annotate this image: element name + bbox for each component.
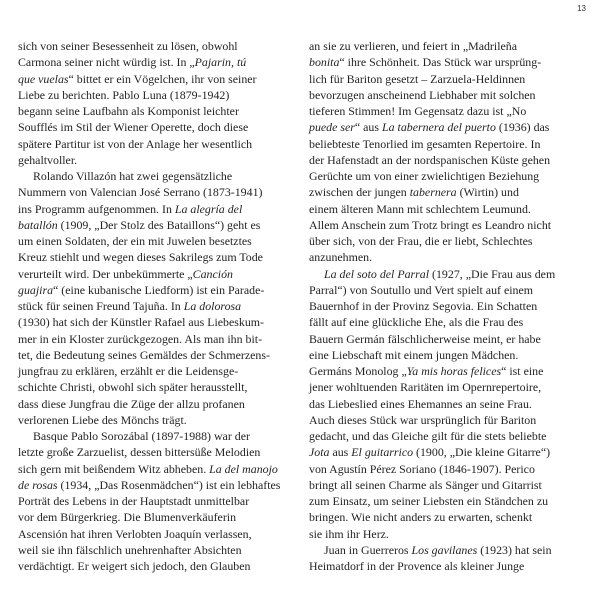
text-run: Auch dieses Stück war ursprünglich für Bariton <box>309 412 537 427</box>
italic-title: Ya mis horas felices <box>406 364 502 378</box>
text-run: (1900, „Die kleine Gitarre“) <box>413 445 551 460</box>
right-column-line <box>309 71 582 87</box>
text-run: (1927, „Die Frau aus dem <box>429 266 556 281</box>
text-run: “ ist eine <box>501 364 544 378</box>
text-run: “ aus <box>354 120 382 135</box>
left-column-line <box>18 54 291 70</box>
text-run: bringen. Wie nicht anders zu erwarten, schenkt <box>309 510 533 525</box>
left-column-line <box>18 477 291 493</box>
italic-title: tabernera <box>409 185 457 200</box>
right-column-line <box>309 363 582 379</box>
right-column-line <box>309 526 582 542</box>
text-run: verlorenen Liebe des Mönchs trägt. <box>18 412 187 427</box>
text-run: Heimatdorf in der Provence als kleiner Junge <box>309 559 525 573</box>
italic-title: La dolorosa <box>183 299 242 313</box>
left-column-line <box>18 103 291 119</box>
text-run: verdächtigt. Er weigert sich jedoch, den Glauben <box>18 559 251 573</box>
text-run: Carmona seiner nicht würdig ist. In „ <box>18 55 195 70</box>
left-column-line <box>18 184 291 200</box>
text-run: Bauern Germán fälschlicherweise meint, er habe <box>309 331 541 346</box>
left-column-line <box>18 282 291 298</box>
text-run: letzte große Zarzuelist, dessen bittersüße Melodien <box>18 445 261 460</box>
text-run: tieferen Stimmen! Im Gegensatz dazu ist „No <box>309 104 527 118</box>
left-column-line <box>18 168 291 184</box>
text-run: eine Liebschaft mit einem jungen Mädchen. <box>309 347 519 362</box>
text-run: weil sie ihn fälschlich unehrenhafter Absichten <box>18 542 242 557</box>
right-column-line <box>309 54 582 70</box>
text-run: lich für Bariton gesetzt – Zarzuela-Heldinnen <box>309 71 526 86</box>
left-column-line <box>18 363 291 379</box>
text-run: Kreuz stiehlt und wegen dieses Sakrilegs zum Tode <box>18 250 263 265</box>
left-column-line <box>18 542 291 558</box>
right-column-line <box>309 461 582 477</box>
right-column-line <box>309 184 582 200</box>
left-column-line <box>18 71 291 87</box>
right-column-line <box>309 558 582 574</box>
right-column-line <box>309 168 582 184</box>
right-column-line <box>309 396 582 412</box>
text-run: verurteilt wird. Der unbekümmerte „ <box>18 266 193 281</box>
text-run: fällt auf eine glückliche Ehe, als die Frau des <box>309 315 524 330</box>
text-run: Ascensión hat ihren Verlobten Joaquín verlassen, <box>18 526 252 541</box>
italic-title: Jota <box>309 445 330 460</box>
text-run: jungfrau zu erklären, erzählt er die Leidensge- <box>18 364 239 378</box>
text-run: Gerüchte um von einer zwielichtigen Beziehung <box>309 169 540 183</box>
left-column-line <box>18 558 291 574</box>
italic-title: guajira <box>18 282 54 297</box>
text-run: bringt all seinen Charme als Sänger und Gitarrist <box>309 477 542 492</box>
left-column-line <box>18 119 291 135</box>
left-column-line <box>18 266 291 282</box>
text-run: um einen Soldaten, der ein mit Juwelen besetztes <box>18 234 252 248</box>
left-column-line <box>18 347 291 363</box>
text-run: sie ihm ihr Herz. <box>309 526 389 541</box>
text-column-right <box>309 38 582 574</box>
text-run: aus <box>329 445 352 460</box>
left-column-line <box>18 314 291 330</box>
right-column-line <box>309 412 582 428</box>
text-run: gedacht, und das Gleiche gilt für die stets beliebte <box>309 429 547 443</box>
text-run: Allem Anschein zum Trotz bringt es Leandro nicht <box>309 217 552 232</box>
page-number: 13 <box>577 4 586 13</box>
right-column-line <box>309 38 582 54</box>
right-column-line <box>309 428 582 444</box>
text-run: Bauernhof in der Provinz Segovia. Ein Schatten <box>309 299 538 313</box>
left-column-line <box>18 233 291 249</box>
right-column-line <box>309 509 582 525</box>
right-column-line <box>309 444 582 460</box>
text-run: der Hafenstadt an der nordspanischen Küste gehen <box>309 152 551 167</box>
left-column-line <box>18 38 291 54</box>
italic-title: puede ser <box>309 120 355 135</box>
right-column-line <box>309 87 582 103</box>
text-column-left <box>18 38 291 574</box>
text-run: Rolando Villazón hat zwei gegensätzliche <box>33 169 233 183</box>
right-column-line <box>309 217 582 233</box>
italic-title: que vuelas <box>18 71 69 86</box>
italic-title: El guitarrico <box>351 445 414 460</box>
left-column-line <box>18 509 291 525</box>
text-run: von Agustín Pérez Soriano (1846-1907). Perico <box>309 461 535 476</box>
italic-title: Los gavilanes <box>411 542 478 557</box>
right-column-line <box>309 119 582 135</box>
text-run: sich gern mit beißendem Witz abheben. <box>18 461 210 476</box>
text-run: bevorzugen anscheinend Liebhaber mit solchen <box>309 87 536 102</box>
italic-title: La alegría del <box>174 201 243 216</box>
right-column-line <box>309 347 582 363</box>
text-run: Soufflés im Stil der Wiener Operette, doch diese <box>18 120 249 135</box>
left-column-line <box>18 152 291 168</box>
text-run: “ bittet er ein Vögelchen, ihr von seiner <box>68 71 257 86</box>
text-run: zum Einsatz, um seiner Liebsten ein Ständchen zu <box>309 494 549 508</box>
italic-title: Canción <box>192 266 233 281</box>
text-run: (1923) hat sein <box>477 542 552 557</box>
text-run: “ (eine kubanische Liedform) ist ein Parade- <box>53 282 265 297</box>
right-column-line <box>309 314 582 330</box>
right-column-line <box>309 152 582 168</box>
italic-title: La del manojo <box>209 461 278 476</box>
italic-title: Pajarin, tú <box>194 55 247 70</box>
text-run: beliebteste Tenorlied im gesamten Repertoire. In <box>309 136 541 151</box>
text-run: Parral“) von Soutullo und Vert spielt auf einem <box>309 282 534 297</box>
left-column-line <box>18 412 291 428</box>
text-run: stück für seinen Freund Tajuña. In <box>18 299 184 313</box>
text-run: Juan in Guerreros <box>324 542 412 557</box>
text-run: (1936) das <box>495 120 550 135</box>
left-column-line <box>18 526 291 542</box>
italic-title: La del soto del Parral <box>324 266 430 281</box>
text-run: (1909, „Der Stolz des Bataillons“) geht es <box>57 217 261 232</box>
left-column-line <box>18 444 291 460</box>
text-run: (1930) hat sich der Künstler Rafael aus Liebeskum- <box>18 315 264 330</box>
text-run: Nummern von Valencian José Serrano (1873-1941) <box>18 185 263 200</box>
right-column-line <box>309 282 582 298</box>
text-run: tet, die Bedeutung seines Gemäldes der Schmerzens- <box>18 347 270 362</box>
text-run: “ ihre Schönheit. Das Stück war ursprüng- <box>339 55 542 70</box>
text-run: mer in ein Kloster zurückgezogen. Als man ihn bit- <box>18 331 263 346</box>
text-run: gehaltvoller. <box>18 152 78 167</box>
text-run: vor dem Bürgerkrieg. Die Blumenverkäuferin <box>18 510 237 525</box>
left-column-line <box>18 331 291 347</box>
right-column-line <box>309 103 582 119</box>
italic-title: batallón <box>18 217 58 232</box>
text-run: anzunehmen. <box>309 250 373 265</box>
text-run: ins Programm aufgenommen. In <box>18 201 175 216</box>
right-column-line <box>309 379 582 395</box>
right-column-line <box>309 233 582 249</box>
right-column-line <box>309 331 582 347</box>
left-column-line <box>18 217 291 233</box>
right-column-line <box>309 249 582 265</box>
right-column-line <box>309 493 582 509</box>
text-run: Basque Pablo Sorozábal (1897-1988) war der <box>33 429 250 443</box>
left-column-line <box>18 428 291 444</box>
left-column-line <box>18 249 291 265</box>
text-run: zwischen der jungen <box>309 185 410 200</box>
text-run: sich von seiner Besessenheit zu lösen, obwohl <box>18 39 238 53</box>
text-run: an sie zu verlieren, und feiert in „Madrileña <box>309 39 517 53</box>
italic-title: de rosas <box>18 477 58 492</box>
left-column-line <box>18 396 291 412</box>
right-column-line <box>309 201 582 217</box>
right-column-line <box>309 477 582 493</box>
text-run: schichte Christi, obwohl sich später herausstellt, <box>18 380 248 395</box>
text-run: Liebe zu berichten. Pablo Luna (1879-1942) <box>18 87 230 102</box>
left-column-line <box>18 136 291 152</box>
left-column-line <box>18 379 291 395</box>
right-column-line <box>309 542 582 558</box>
italic-title: La tabernera del puerto <box>381 120 496 135</box>
text-run: Porträt des Lebens in der Hauptstadt unmittelbar <box>18 494 250 508</box>
text-run: über sich, von der Frau, die er liebt, Schlechtes <box>309 234 533 248</box>
text-run: (Wirtin) und <box>456 185 519 200</box>
left-column-line <box>18 201 291 217</box>
text-run: (1934, „Das Rosenmädchen“) ist ein lebhaftes <box>57 477 281 492</box>
right-column-line <box>309 298 582 314</box>
text-run: jener wohltuenden Raritäten im Opernrepertoire, <box>309 380 542 395</box>
text-run: einem älteren Mann mit schlechtem Leumund. <box>309 201 531 216</box>
left-column-line <box>18 298 291 314</box>
left-column-line <box>18 493 291 509</box>
text-run: begann seine Laufbahn als Komponist leichter <box>18 104 239 118</box>
left-column-line <box>18 87 291 103</box>
left-column-line <box>18 461 291 477</box>
right-column-line <box>309 136 582 152</box>
text-run: spätere Partitur ist von der Anlage her wesentlich <box>18 136 253 151</box>
right-column-line <box>309 266 582 282</box>
italic-title: bonita <box>309 55 340 70</box>
text-run: das Liebeslied eines Ehemannes an seine Frau. <box>309 396 532 411</box>
text-run: dass diese Jungfrau die Züge der allzu profanen <box>18 396 245 411</box>
text-run: Germáns Monolog „ <box>309 364 407 378</box>
